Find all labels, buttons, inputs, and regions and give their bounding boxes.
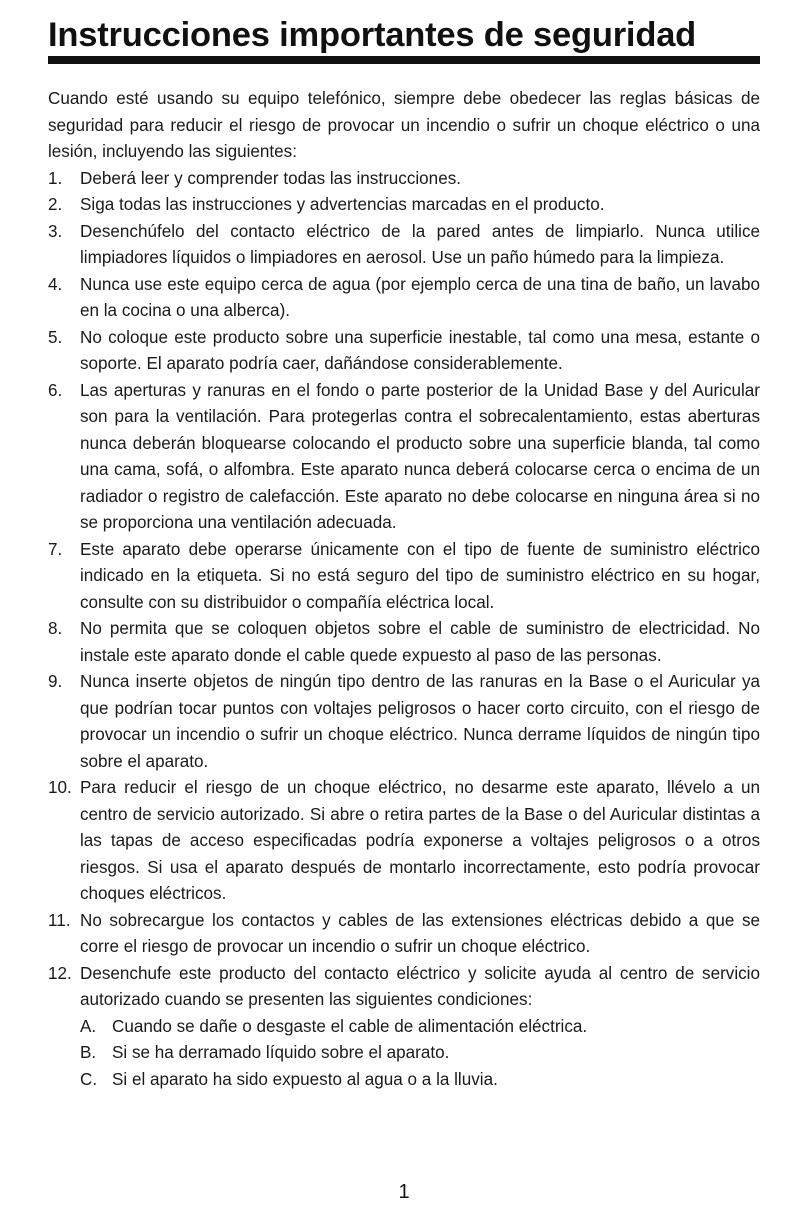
item-text: Siga todas las instrucciones y advertencias marcadas en el producto. (80, 195, 605, 214)
document-page (48, 14, 760, 1093)
item-number: 1. (48, 168, 63, 188)
item-number: 7. (48, 539, 63, 559)
item-text: No coloque este producto sobre una superficie inestable, tal como una mesa, estante o soporte. El aparato podría caer, dañándose considerablemente. (80, 327, 760, 373)
item-text: Nunca inserte objetos de ningún tipo dentro de las ranuras en la Base o el Auricular ya que podrían tocar puntos con voltajes peligrosos o hacer corto circuito, con el riesgo de provocar un incendio o sufrir un choque eléctrico. Nunca derrame líquidos de ningún tipo sobre el aparato. (80, 672, 760, 771)
safety-instructions-list (48, 166, 760, 1094)
item-number: 11. (48, 910, 71, 930)
item-text: Desenchúfelo del contacto eléctrico de la pared antes de limpiarlo. Nunca utilice limpiadores líquidos o limpiadores en aerosol. Use un paño húmedo para la limpieza. (80, 221, 760, 267)
sub-item-letter: C. (80, 1069, 98, 1089)
item-number: 6. (48, 380, 63, 400)
item-text: No permita que se coloquen objetos sobre el cable de suministro de electricidad. No instale este aparato donde el cable quede expuesto al paso de las personas. (80, 619, 760, 665)
list-item (48, 616, 760, 669)
title-rule (48, 56, 760, 64)
list-item (48, 325, 760, 378)
item-text: No sobrecargue los contactos y cables de las extensiones eléctricas debido a que se corre el riesgo de provocar un incendio o sufrir un choque eléctrico. (80, 910, 760, 956)
item-text: Este aparato debe operarse únicamente con el tipo de fuente de suministro eléctrico indicado en la etiqueta. Si no está seguro del tipo de suministro eléctrico en su hogar, consulte con su distribuidor o compañía eléctrica local. (80, 539, 760, 612)
item-number: 9. (48, 672, 63, 691)
item-text: Nunca use este equipo cerca de agua (por ejemplo cerca de una tina de baño, un lavabo en la cocina o una alberca). (80, 274, 760, 320)
list-item (48, 166, 760, 193)
sub-list-item (80, 1067, 760, 1094)
sub-item-text: Si se ha derramado líquido sobre el aparato. (112, 1043, 450, 1062)
item-number: 8. (48, 619, 63, 638)
list-item (48, 908, 760, 961)
sub-item-text: Si el aparato ha sido expuesto al agua o a la lluvia. (112, 1069, 498, 1089)
sub-list-item (80, 1040, 760, 1067)
item-number: 4. (48, 274, 63, 294)
item-text: Deberá leer y comprender todas las instrucciones. (80, 168, 461, 188)
item-text: Las aperturas y ranuras en el fondo o parte posterior de la Unidad Base y del Auricular son para la ventilación. Para protegerlas contra el sobrecalentamiento, estas aberturas nunca deberán bloquearse colocando el producto sobre una superficie blanda, tal como una cama, sofá, o alfombra. Este aparato nunca deberá colocarse cerca o encima de un radiador o registro de calefacción. Este aparato no debe colocarse en ninguna área si no se proporciona una ventilación adecuada. (80, 380, 760, 532)
page-title: Instrucciones importantes de seguridad (48, 16, 697, 54)
item-number: 3. (48, 221, 63, 241)
item-number: 5. (48, 327, 63, 347)
item-text: Desenchufe este producto del contacto eléctrico y solicite ayuda al centro de servicio autorizado cuando se presenten las siguientes condiciones: (80, 963, 760, 1009)
list-item (48, 192, 760, 219)
list-item (48, 219, 760, 272)
list-item (48, 669, 760, 775)
list-item (48, 537, 760, 617)
sub-item-text: Cuando se dañe o desgaste el cable de alimentación eléctrica. (112, 1016, 588, 1036)
list-item (48, 378, 760, 537)
page-number: 1 (398, 1181, 410, 1203)
list-item (48, 272, 760, 325)
list-item (48, 775, 760, 908)
conditions-sublist (80, 1014, 760, 1094)
item-text: Para reducir el riesgo de un choque eléctrico, no desarme este aparato, llévelo a un centro de servicio autorizado. Si abre o retira partes de la Base o del Auricular distintas a las tapas de acceso especificadas podría exponerse a voltajes peligrosos o a otros riesgos. Si usa el aparato después de montarlo incorrectamente, esto podría provocar choques eléctricos. (80, 778, 760, 903)
item-number: 2. (48, 195, 63, 214)
list-item (48, 961, 760, 1094)
item-number: 10. (48, 778, 72, 797)
sub-item-letter: A. (80, 1016, 97, 1036)
intro-paragraph: Cuando esté usando su equipo telefónico, siempre debe obedecer las reglas básicas de seguridad para reducir el riesgo de provocar un incendio o sufrir un choque eléctrico o una lesión, incluyendo las siguientes: (48, 89, 760, 161)
sub-list-item (80, 1014, 760, 1041)
item-number: 12. (48, 963, 72, 983)
sub-item-letter: B. (80, 1043, 97, 1062)
